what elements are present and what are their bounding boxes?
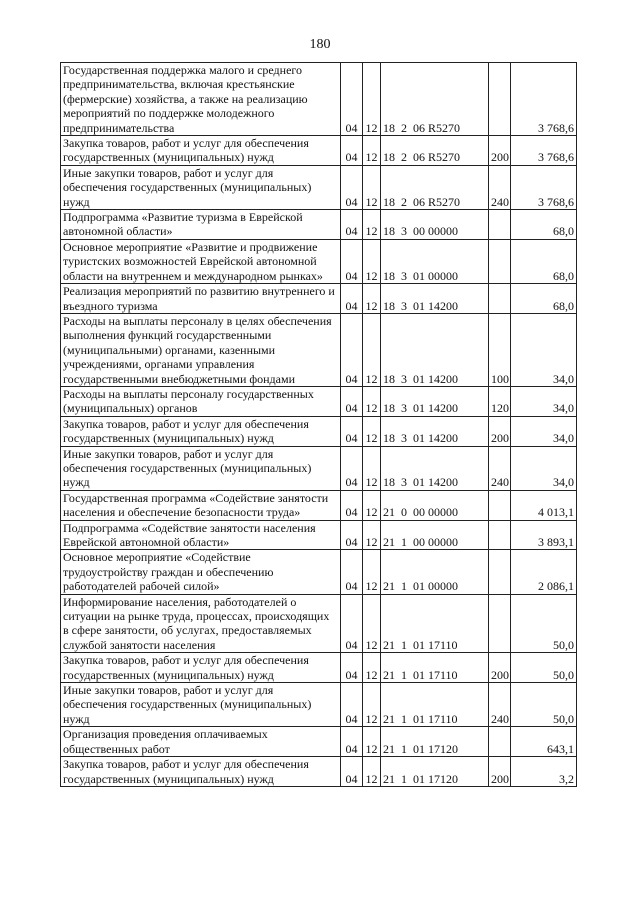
- row-target-article-code: 18 3 01 14200: [381, 416, 489, 446]
- table-row: [61, 416, 577, 446]
- row-section-code: 04: [341, 594, 363, 653]
- row-subsection-code: 12: [363, 165, 381, 209]
- row-amount: 3 893,1: [511, 520, 577, 550]
- row-name: Иные закупки товаров, работ и услуг для обеспечения государственных (муниципальных) нужд: [61, 683, 341, 727]
- row-section-code: 04: [341, 490, 363, 520]
- row-target-article-code: 18 3 01 00000: [381, 239, 489, 283]
- row-section-code: 04: [341, 727, 363, 757]
- row-target-article-code: 18 2 06 R5270: [381, 136, 489, 166]
- table-row: [61, 653, 577, 683]
- row-target-article-code: 21 1 01 00000: [381, 550, 489, 594]
- table-row: [61, 727, 577, 757]
- row-expense-type-code: 120: [489, 386, 511, 416]
- row-subsection-code: 12: [363, 239, 381, 283]
- row-section-code: 04: [341, 550, 363, 594]
- row-amount: 34,0: [511, 386, 577, 416]
- table-row: [61, 284, 577, 314]
- table-row: [61, 550, 577, 594]
- row-name: Основное мероприятие «Развитие и продвижение туристских возможностей Еврейской автономной области на внутреннем и международном рынках»: [61, 239, 341, 283]
- table-row: [61, 490, 577, 520]
- row-subsection-code: 12: [363, 313, 381, 386]
- page-number: 180: [309, 37, 331, 52]
- row-section-code: 04: [341, 683, 363, 727]
- row-name: Расходы на выплаты персоналу в целях обеспечения выполнения функций государственными (муниципальными) органами, казенными учреждениями, органами управления государственными внебюджетными фондами: [61, 313, 341, 386]
- row-section-code: 04: [341, 284, 363, 314]
- row-subsection-code: 12: [363, 520, 381, 550]
- row-name: Расходы на выплаты персоналу государственных (муниципальных) органов: [61, 386, 341, 416]
- row-target-article-code: 18 2 06 R5270: [381, 165, 489, 209]
- row-subsection-code: 12: [363, 594, 381, 653]
- row-expense-type-code: [489, 284, 511, 314]
- row-expense-type-code: [489, 727, 511, 757]
- table-row: [61, 757, 577, 787]
- row-amount: 4 013,1: [511, 490, 577, 520]
- row-expense-type-code: [489, 210, 511, 240]
- row-expense-type-code: [489, 490, 511, 520]
- row-target-article-code: 18 3 01 14200: [381, 386, 489, 416]
- row-subsection-code: 12: [363, 490, 381, 520]
- row-amount: 68,0: [511, 210, 577, 240]
- row-section-code: 04: [341, 210, 363, 240]
- row-expense-type-code: 240: [489, 446, 511, 490]
- row-target-article-code: 18 3 01 14200: [381, 284, 489, 314]
- row-section-code: 04: [341, 136, 363, 166]
- row-target-article-code: 18 3 01 14200: [381, 446, 489, 490]
- row-subsection-code: 12: [363, 416, 381, 446]
- row-expense-type-code: [489, 594, 511, 653]
- row-subsection-code: 12: [363, 136, 381, 166]
- row-section-code: 04: [341, 165, 363, 209]
- row-section-code: 04: [341, 313, 363, 386]
- row-amount: 50,0: [511, 594, 577, 653]
- row-target-article-code: 18 2 06 R5270: [381, 63, 489, 136]
- row-subsection-code: 12: [363, 727, 381, 757]
- row-amount: 34,0: [511, 416, 577, 446]
- row-name: Информирование населения, работодателей о ситуации на рынке труда, процессах, происходящих в сфере занятости, об услугах, предоставляемых службой занятости населения: [61, 594, 341, 653]
- table-row: [61, 446, 577, 490]
- row-expense-type-code: [489, 239, 511, 283]
- row-amount: 68,0: [511, 239, 577, 283]
- row-name: Подпрограмма «Развитие туризма в Еврейской автономной области»: [61, 210, 341, 240]
- table-row: [61, 313, 577, 386]
- row-target-article-code: 21 1 01 17110: [381, 594, 489, 653]
- row-target-article-code: 21 1 01 17120: [381, 727, 489, 757]
- row-subsection-code: 12: [363, 757, 381, 787]
- row-amount: 50,0: [511, 653, 577, 683]
- row-section-code: 04: [341, 63, 363, 136]
- row-subsection-code: 12: [363, 550, 381, 594]
- row-target-article-code: 21 1 01 17110: [381, 683, 489, 727]
- row-subsection-code: 12: [363, 63, 381, 136]
- table-row: [61, 239, 577, 283]
- row-subsection-code: 12: [363, 284, 381, 314]
- row-name: Иные закупки товаров, работ и услуг для обеспечения государственных (муниципальных) нужд: [61, 446, 341, 490]
- row-amount: 3 768,6: [511, 63, 577, 136]
- table-row: [61, 136, 577, 166]
- row-expense-type-code: 200: [489, 757, 511, 787]
- row-target-article-code: 21 1 01 17120: [381, 757, 489, 787]
- table-row: [61, 386, 577, 416]
- row-expense-type-code: [489, 550, 511, 594]
- row-amount: 3 768,6: [511, 165, 577, 209]
- row-expense-type-code: 200: [489, 416, 511, 446]
- row-name: Организация проведения оплачиваемых общественных работ: [61, 727, 341, 757]
- budget-table-body: [61, 63, 577, 787]
- row-section-code: 04: [341, 520, 363, 550]
- budget-table: [60, 62, 577, 787]
- row-amount: 2 086,1: [511, 550, 577, 594]
- row-expense-type-code: [489, 63, 511, 136]
- row-subsection-code: 12: [363, 210, 381, 240]
- row-target-article-code: 21 1 01 17110: [381, 653, 489, 683]
- row-name: Государственная поддержка малого и среднего предпринимательства, включая крестьянские (фермерские) хозяйства, а также на реализацию мероприятий по поддержке молодежного предпринимательства: [61, 63, 341, 136]
- row-amount: 3,2: [511, 757, 577, 787]
- table-row: [61, 210, 577, 240]
- row-name: Государственная программа «Содействие занятости населения и обеспечение безопасности труда»: [61, 490, 341, 520]
- row-subsection-code: 12: [363, 683, 381, 727]
- row-expense-type-code: 240: [489, 165, 511, 209]
- row-target-article-code: 21 1 00 00000: [381, 520, 489, 550]
- row-section-code: 04: [341, 653, 363, 683]
- row-amount: 3 768,6: [511, 136, 577, 166]
- row-name: Основное мероприятие «Содействие трудоустройству граждан и обеспечению работодателей рабочей силой»: [61, 550, 341, 594]
- row-amount: 643,1: [511, 727, 577, 757]
- row-target-article-code: 18 3 01 14200: [381, 313, 489, 386]
- row-subsection-code: 12: [363, 386, 381, 416]
- row-expense-type-code: 100: [489, 313, 511, 386]
- row-section-code: 04: [341, 416, 363, 446]
- row-target-article-code: 18 3 00 00000: [381, 210, 489, 240]
- table-row: [61, 520, 577, 550]
- row-amount: 34,0: [511, 313, 577, 386]
- row-target-article-code: 21 0 00 00000: [381, 490, 489, 520]
- table-row: [61, 63, 577, 136]
- row-name: Закупка товаров, работ и услуг для обеспечения государственных (муниципальных) нужд: [61, 757, 341, 787]
- row-amount: 34,0: [511, 446, 577, 490]
- row-name: Закупка товаров, работ и услуг для обеспечения государственных (муниципальных) нужд: [61, 416, 341, 446]
- row-expense-type-code: 240: [489, 683, 511, 727]
- table-row: [61, 594, 577, 653]
- row-name: Закупка товаров, работ и услуг для обеспечения государственных (муниципальных) нужд: [61, 136, 341, 166]
- row-section-code: 04: [341, 239, 363, 283]
- row-expense-type-code: 200: [489, 653, 511, 683]
- table-row: [61, 683, 577, 727]
- row-expense-type-code: [489, 520, 511, 550]
- row-amount: 50,0: [511, 683, 577, 727]
- row-section-code: 04: [341, 757, 363, 787]
- row-section-code: 04: [341, 446, 363, 490]
- row-section-code: 04: [341, 386, 363, 416]
- table-row: [61, 165, 577, 209]
- row-name: Подпрограмма «Содействие занятости населения Еврейской автономной области»: [61, 520, 341, 550]
- row-subsection-code: 12: [363, 653, 381, 683]
- row-name: Закупка товаров, работ и услуг для обеспечения государственных (муниципальных) нужд: [61, 653, 341, 683]
- row-subsection-code: 12: [363, 446, 381, 490]
- row-name: Реализация мероприятий по развитию внутреннего и въездного туризма: [61, 284, 341, 314]
- row-name: Иные закупки товаров, работ и услуг для обеспечения государственных (муниципальных) нужд: [61, 165, 341, 209]
- row-amount: 68,0: [511, 284, 577, 314]
- row-expense-type-code: 200: [489, 136, 511, 166]
